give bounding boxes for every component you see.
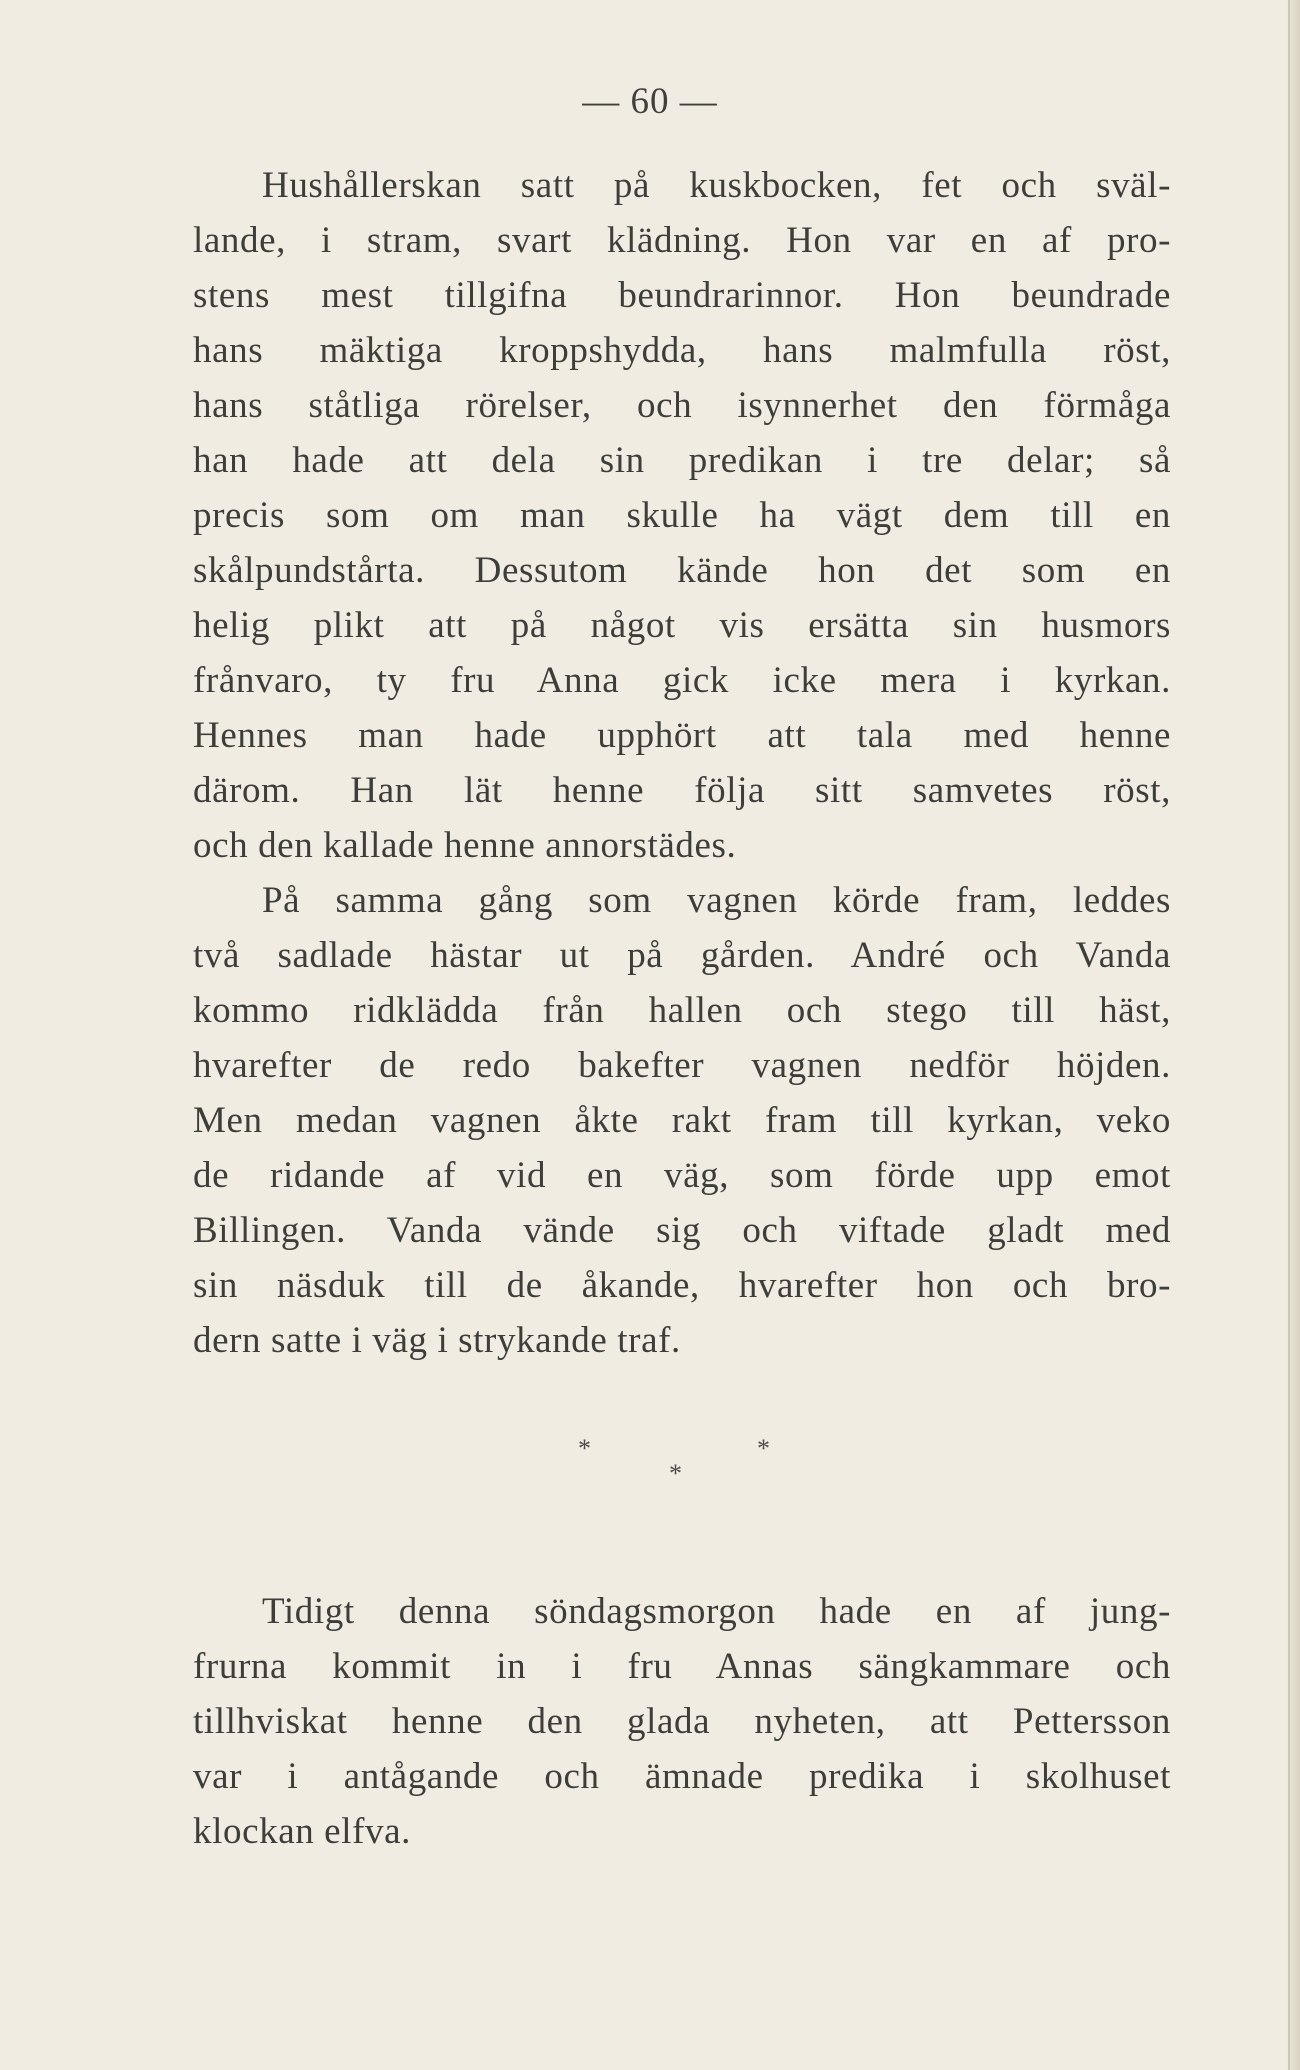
- text-line: tillhviskat henne den glada nyheten, att Pettersson: [193, 1701, 1171, 1742]
- text-line: Men medan vagnen åkte rakt fram till kyrkan, veko: [193, 1100, 1171, 1141]
- asterisk-bottom: *: [669, 1459, 682, 1488]
- text-line: Tidigt denna söndagsmorgon hade en af jung-: [262, 1591, 1171, 1632]
- text-line: Hushållerskan satt på kuskbocken, fet och sväl-: [262, 165, 1171, 206]
- page-number: — 60 —: [582, 81, 718, 122]
- text-line: helig plikt att på något vis ersätta sin husmors: [193, 605, 1171, 646]
- text-line: hans ståtliga rörelser, och isynnerhet den förmåga: [193, 385, 1171, 426]
- text-line: På samma gång som vagnen körde fram, leddes: [262, 880, 1171, 921]
- text-line: och den kallade henne annorstädes.: [193, 825, 737, 866]
- text-line: frurna kommit in i fru Annas sängkammare och: [193, 1646, 1171, 1687]
- text-line: lande, i stram, svart klädning. Hon var en af pro-: [193, 220, 1171, 261]
- text-line: sin näsduk till de åkande, hvarefter hon och bro-: [193, 1265, 1171, 1306]
- page-edge-line: [1288, 0, 1290, 2070]
- text-line: hvarefter de redo bakefter vagnen nedför höjden.: [193, 1045, 1171, 1086]
- text-line: skålpundstårta. Dessutom kände hon det som en: [193, 550, 1171, 591]
- text-line: kommo ridklädda från hallen och stego till häst,: [193, 990, 1171, 1031]
- text-line: frånvaro, ty fru Anna gick icke mera i kyrkan.: [193, 660, 1171, 701]
- text-line: precis som om man skulle ha vägt dem till en: [193, 495, 1171, 536]
- text-line: Hennes man hade upphört att tala med henne: [193, 715, 1171, 756]
- text-line: hans mäktiga kroppshydda, hans malmfulla röst,: [193, 330, 1171, 371]
- text-line: stens mest tillgifna beundrarinnor. Hon beundrade: [193, 275, 1171, 316]
- text-line: Billingen. Vanda vände sig och viftade gladt med: [193, 1210, 1171, 1251]
- asterisk-right: *: [757, 1434, 770, 1463]
- text-line: två sadlade hästar ut på gården. André och Vanda: [193, 935, 1171, 976]
- asterisk-left: *: [578, 1434, 591, 1463]
- text-line: därom. Han lät henne följa sitt samvetes röst,: [193, 770, 1171, 811]
- text-line: de ridande af vid en väg, som förde upp emot: [193, 1155, 1171, 1196]
- text-line: dern satte i väg i strykande traf.: [193, 1320, 681, 1361]
- text-line: klockan elfva.: [193, 1811, 411, 1852]
- text-line: han hade att dela sin predikan i tre delar; så: [193, 440, 1171, 481]
- text-line: var i antågande och ämnade predika i skolhuset: [193, 1756, 1171, 1797]
